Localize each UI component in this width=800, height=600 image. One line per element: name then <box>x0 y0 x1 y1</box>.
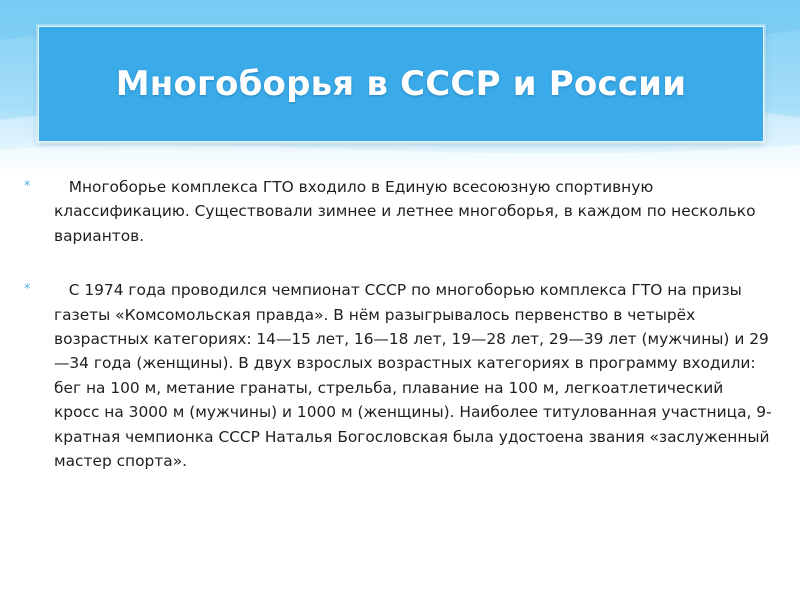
paragraph-text: Многоборье комплекса ГТО входило в Единую всесоюзную спортивную классификацию. Существовали зимнее и летнее многоборья, в каждом по несколько вариантов. <box>54 178 761 245</box>
paragraph-gto-classification <box>22 175 772 248</box>
title-box <box>38 26 764 142</box>
paragraph-text: С 1974 года проводился чемпионат СССР по многоборью комплекса ГТО на призы газеты «Комсомольская правда». В нём разыгрывалось первенство в четырёх возрастных категориях: 14—15 лет, 16—18 лет, 19—28 лет, 29—39 лет (мужчины) и 29—34 года (женщины). В двух взрослых возрастных категориях в программу входили: бег на 100 м, метание гранаты, стрельба, плавание на 100 м, легкоатлетический кросс на 3000 м (мужчины) и 1000 м (женщины). Наиболее титулованная участница, 9-кратная чемпионка СССР Наталья Богословская была удостоена звания «заслуженный мастер спорта». <box>54 281 775 471</box>
slide-content <box>22 175 775 501</box>
bullet-marker: * <box>24 179 31 194</box>
bullet-marker: * <box>24 282 31 298</box>
paragraph-championship <box>22 278 775 473</box>
slide-title: Многоборья в СССР и России <box>115 64 687 104</box>
